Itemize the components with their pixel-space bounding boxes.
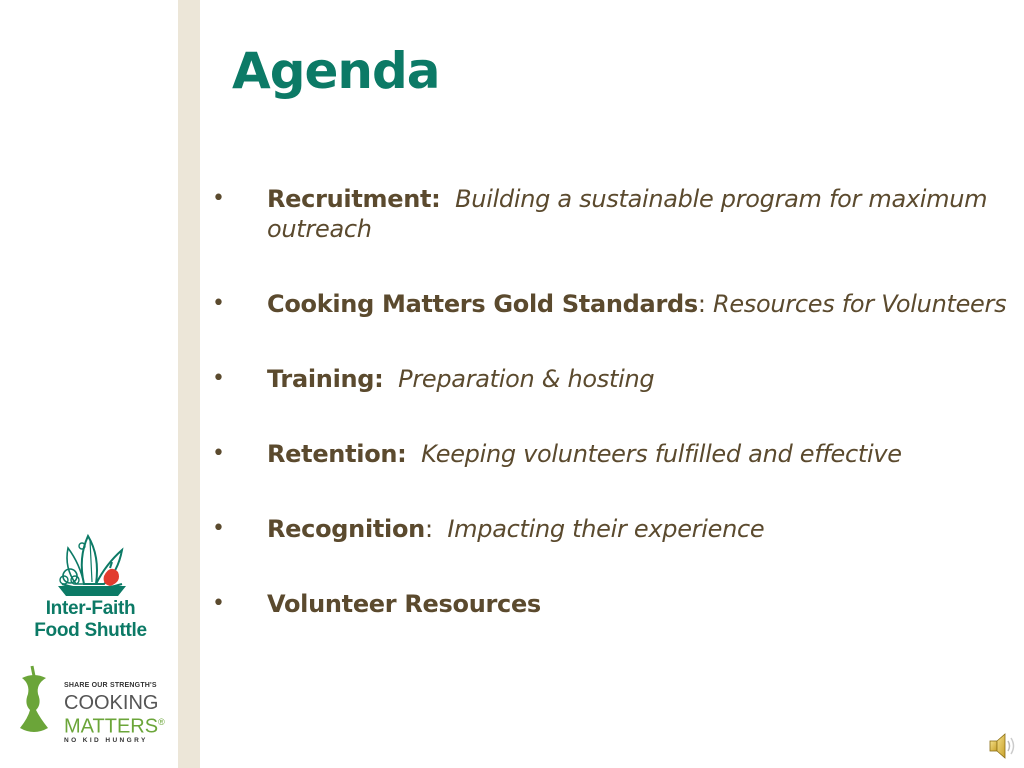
bullet: •	[212, 291, 225, 316]
item-description: Keeping volunteers fulfilled and effective	[421, 440, 902, 468]
item-separator: :	[697, 290, 713, 318]
cm-registered-mark: ®	[158, 717, 165, 727]
bullet: •	[212, 591, 225, 616]
item-heading: Recruitment:	[267, 185, 441, 213]
list-item	[212, 289, 1017, 319]
list-item	[212, 364, 1017, 394]
cm-tagline-bottom: NO KID HUNGRY	[64, 737, 148, 744]
item-heading: Recognition	[267, 515, 425, 543]
bullet: •	[212, 441, 225, 466]
bullet: •	[212, 186, 225, 211]
item-separator	[406, 440, 421, 468]
item-description: Resources for Volunteers	[712, 290, 1007, 318]
produce-basket-icon	[18, 528, 163, 598]
list-item	[212, 439, 1017, 469]
page-title: Agenda	[232, 42, 440, 100]
item-description: Preparation & hosting	[398, 365, 655, 393]
item-heading: Cooking Matters Gold Standards	[267, 290, 698, 318]
bullet: •	[212, 516, 225, 541]
cm-tagline-top: SHARE OUR STRENGTH'S	[64, 682, 157, 689]
bullet: •	[212, 366, 225, 391]
cm-word-cooking: COOKING	[64, 692, 159, 714]
item-separator	[383, 365, 398, 393]
ifs-line-2: Food Shuttle	[34, 620, 147, 641]
list-item	[212, 514, 1017, 544]
item-separator	[440, 185, 455, 213]
apple-core-icon	[14, 664, 54, 736]
list-item	[212, 184, 1017, 244]
inter-faith-food-shuttle-logo	[18, 528, 163, 648]
item-description: Building a sustainable program for maximum outreach	[267, 185, 988, 243]
cooking-matters-logo	[14, 662, 174, 752]
item-description: Impacting their experience	[447, 515, 765, 543]
cm-word-matters	[64, 712, 165, 737]
item-separator: :	[424, 515, 448, 543]
speaker-icon[interactable]	[988, 730, 1018, 762]
item-heading: Volunteer Resources	[267, 590, 541, 618]
item-heading: Training:	[267, 365, 384, 393]
ifs-line-1: Inter-Faith	[45, 598, 136, 619]
agenda-list	[212, 184, 1017, 664]
ifs-logo-text	[18, 598, 163, 642]
item-heading: Retention:	[267, 440, 407, 468]
decorative-side-bar	[178, 0, 200, 768]
cm-word-matters-text: MATTERS	[64, 715, 159, 738]
list-item	[212, 589, 1017, 619]
